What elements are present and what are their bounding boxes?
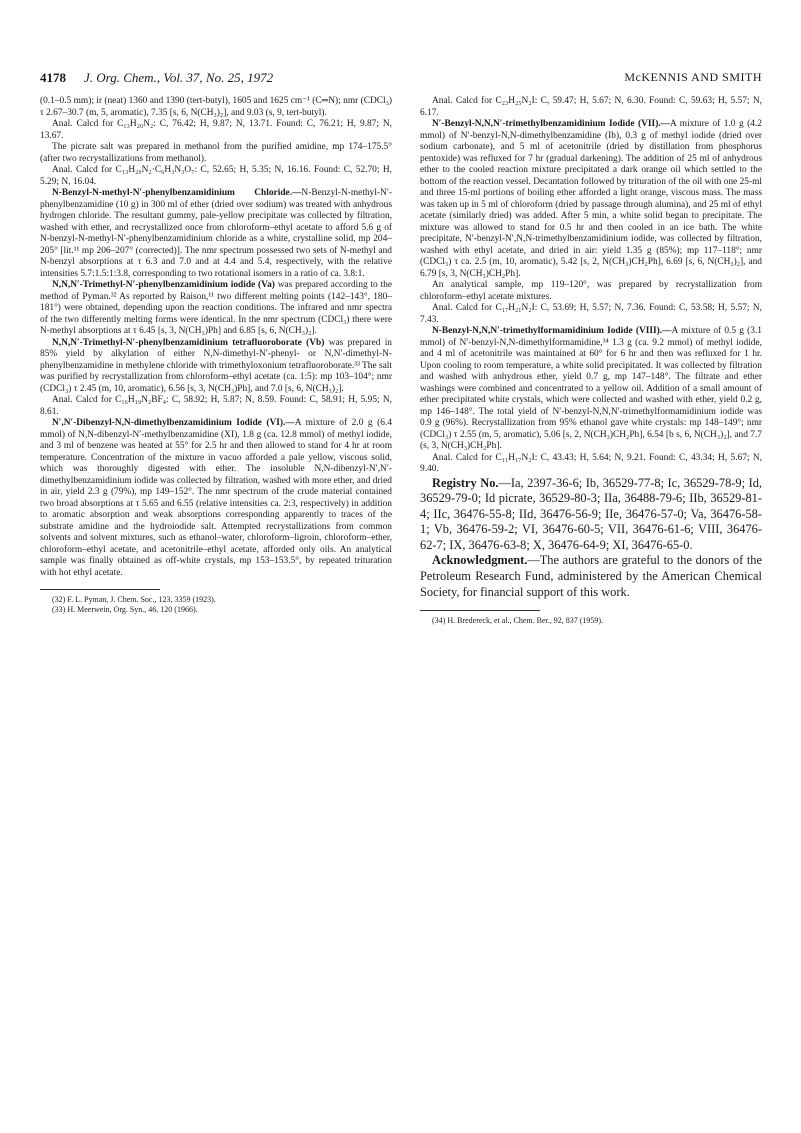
paragraph: N-Benzyl-N-methyl-N′-phenylbenzamidinium Chloride.—N-Benzyl-N-methyl-N′-phenylbenzamidine (10 g) in 300 ml of ether (dried over sodium) was treated with anhydrous hydrogen chloride. The resultant gummy, pale-yellow precipitate was collected by filtration, washed with ether, and recrystallized once from chloroform–ethyl acetate to afford 5.6 g of N-benzyl-N-methyl-N′-phenylbenzamidinium chloride as a white, crystalline solid, mp 204–205° [lit.¹¹ mp 206–207° (corrected)]. The nmr spectrum possessed two sets of N-methyl and N-benzyl absorptions at τ 6.3 and 7.0 and at 4.4 and 5.4, respectively, with the relative intensities 5.7:1.5:1:3.8, corresponding to two rotational isomers in a ratio of ca. 3.8:1. (40, 188, 392, 279)
paragraph: N,N,N′-Trimethyl-N′-phenylbenzamidinium iodide (Va) was prepared according to the method of Pyman.³² As reported by Raison,¹¹ two different melting points (142–143°, 180–181°) were obtained, depending upon the reaction conditions. The infrared and nmr spectra of the two differently melting forms were identical. In the nmr spectrum (CDCl₃) there were N-methyl absorptions at τ 6.45 [s, 3, N(CH₃)Ph] and 6.85 [s, 6, N(CH₃)₂]. (40, 280, 393, 336)
running-authors: McKENNIS AND SMITH (624, 70, 762, 84)
paragraph: Anal. Calcd for C₁₃H₂₀N₂: C, 76.42; H, 9.87; N, 13.71. Found: C, 76.21; H, 9.87; N, 13.67. (40, 119, 392, 141)
paragraph: An analytical sample, mp 119–120°, was prepared by recrystallization from chloroform–ethyl acetate mixtures. (420, 280, 762, 302)
right-column (420, 96, 762, 626)
registry-label: Registry No. (432, 475, 499, 490)
left-column (40, 96, 392, 615)
acknowledgment-label: Acknowledgment. (432, 553, 528, 568)
paragraph: Anal. Calcd for C₁₆H₁₉N₂BF₄: C, 58.92; H, 5.87; N, 8.59. Found: C, 58.91; H, 5.95; N, 8.61. (40, 395, 392, 417)
paragraph: The picrate salt was prepared in methanol from the purified amidine, mp 174–175.5° (after two recrystallizations from methanol). (40, 142, 392, 164)
acknowledgment-text: —The authors are grateful to the donors of the Petroleum Research Fund, administered by the American Chemical Society, for financial support of this work. (420, 553, 762, 599)
paragraph: N,N,N′-Trimethyl-N′-phenylbenzamidinium tetrafluoroborate (Vb) was prepared in 85% yield by alkylation of either N,N-dimethyl-N′-phenyl- or N,N′-dimethyl-N-phenylbenzamidine in methylene chloride with trimethyloxonium tetrafluoroborate.³³ The salt was purified by recrystallization from chloroform–ethyl acetate (ca. 1:5): mp 103–104°; nmr (CDCl₃) τ 2.45 (m, 10, aromatic), 6.56 [s, 3, N(CH₃)Ph], and 7.0 [s, 6, N(CH₃)₂]. (40, 337, 392, 394)
registry-text: —Ia, 2397-36-6; Ib, 36529-77-8; Ic, 36529-78-9; Id, 36529-79-0; Id picrate, 36529-80-3; IIa, 36488-79-6; IIb, 36529-81-4; IIc, 36476-55-8; IId, 36476-56-9; IIe, 36476-57-0; Va, 36476-58-1; Vb, 36476-59-2; VI, 36476-60-5; VII, 36476-61-6; VIII, 36476-62-7; IX, 36476-63-8; X, 36476-64-9; XI, 36476-65-0. (420, 475, 762, 552)
footnote: (34) H. Bredereck, et al., Chem. Ber., 92, 837 (1959). (432, 616, 604, 626)
page-header (40, 70, 762, 88)
paragraph: N-Benzyl-N,N,N′-trimethylformamidinium Iodide (VIII).—A mixture of 0.5 g (3.1 mmol) of N′-benzyl-N,N-dimethylformamidine,³⁴ 1.3 g (ca. 9.2 mmol) of methyl iodide, and 4 ml of acetonitrile was maintained at 60° for 6 hr and then was refluxed for 1 hr. Upon cooling to room temperature, a white solid precipitated. It was collected by filtration and washed with anhydrous ether, yield 0.7 g, mp 147–148°. The filtrate and ether washings were combined and concentrated to a yellow oil. Addition of a small amount of ether precipitated white crystals, which were collected and washed with ether, yield 0.2 g, mp 146–148°. The total yield of N′-benzyl-N,N,N′-trimethylformamidinium iodide was 0.9 g (96%). Recrystallization from 95% ethanol gave white crystals: mp 148–149°; nmr (CDCl₃) τ 2.55 (m, 5, aromatic), 5.06 [s, 2, N(CH₃)CH₂Ph], 6.54 [b s, 6, N(CH₃)₂], and 7.7 (s, 3, N(CH₃)CH₂Ph]. (420, 326, 762, 451)
footnote-rule (40, 589, 160, 590)
acknowledgment (420, 553, 762, 600)
footnote-rule (420, 610, 540, 611)
paragraph: Anal. Calcd for C₁₁H₁₇N₂I: C, 43.43; H, 5.64; N, 9.21. Found: C, 43.34; H, 5.67; N, 9.40. (420, 452, 762, 474)
paragraph: (0.1–0.5 mm); ir (neat) 1360 and 1390 (tert-butyl), 1605 and 1625 cm⁻¹ (C═N); nmr (CDCl₃) τ 2.67–30.7 (m, 5, aromatic), 7.35 [s, 6, N(CH₃)₂], and 9.03 (s, 9, tert-butyl). (40, 96, 392, 118)
paragraph: N′-Benzyl-N,N,N′-trimethylbenzamidinium Iodide (VII).—A mixture of 1.0 g (4.2 mmol) of N′-benzyl-N,N-dimethylbenzamidine (Ib), 0.3 g of methyl iodide (dried over sodium carbonate), and 5 ml of acetonitrile (dried by distillation from phosphorus pentoxide) was refluxed for 7 hr (gradual darkening). The addition of 25 ml of anhydrous ether to the cooled reaction mixture precipitated a dark orange oil which settled to the bottom of the reaction vessel. Decantation followed by trituration of the oil with one 25-ml and three 15-ml portions of boiling ether afforded a light orange, viscous mass. The mass was taken up in 5 ml of chloroform (dried by passage through alumina), and 25 ml of ethyl acetate (similarly dried) was added. After 5 min, a white solid began to precipitate. The mixture was allowed to stand for 0.5 hr and then cooled in an ice bath. The white precipitate, N′-benzyl-N′,N,N-trimethylbenzamidinium iodide, was collected by filtration, washed with ethyl acetate, and dried in air: yield 1.35 g (85%); mp 117–118°; nmr (CDCl₃) τ ca. 2.5 (m, 10, aromatic), 5.42 [s, 2, N(CH₃)CH₂Ph], 6.69 [s, 6, N(CH₃)₂], and 6.79 [s, 3, N(CH₃)CH₂Ph]. (420, 119, 762, 279)
footnote: (33) H. Meerwein, Org. Syn., 46, 120 (1966). (52, 605, 198, 614)
registry-numbers (420, 476, 762, 554)
footnote: (32) F. L. Pyman, J. Chem. Soc., 123, 3359 (1923). (52, 595, 216, 604)
paragraph: Anal. Calcd for C₁₇H₂₁N₂I: C, 53.69; H, 5.57; N, 7.36. Found: C, 53.58; H, 5.57; N, 7.43. (420, 303, 762, 325)
paragraph: Anal. Calcd for C₁₃H₂₀N₂·C₆H₃N₃O₇: C, 52.65; H, 5.35; N, 16.16. Found: C, 52.70; H, 5.29; N, 16.04. (40, 165, 392, 187)
paragraph: Anal. Calcd for C₂₃H₂₅N₂I: C, 59.47; H, 5.67; N, 6.30. Found: C, 59.63; H, 5.57; N, 6.17. (420, 96, 762, 118)
paragraph: N′,N′-Dibenzyl-N,N-dimethylbenzamidinium Iodide (VI).—A mixture of 2.0 g (6.4 mmol) of N,N-dibenzyl-N′-methylbenzamidine (XI), 1.8 g (ca. 12.8 mmol) of methyl iodide, and 3 ml of benzene was heated at 55° for 2.5 hr and then allowed to stand for 4 hr at room temperature. Concentration of the mixture in vacuo afforded a pale yellow, viscous solid, which was thoroughly digested with ether. The insoluble N,N-dibenzyl-N′,N′-dimethylbenzamidinium iodide was collected by filtration, washed with more ether, and dried in air, yield 2.3 g (79%), mp 149–152°. The nmr spectrum of the crude material contained two broad absorptions at τ 5.65 and 6.55 (relative intensities ca. 2:3, respectively) in addition to aromatic absorption and weak absorptions corresponding apparently to traces of the substrate amidine and the hydroiodide salt. Attempted recrystallizations from common solvents and solvent mixtures, such as ethanol–water, chloroform–ligroin, chloroform–ether, chloroform–ethyl acetate, and acetonitrile–ethyl acetate, afforded only oils. An analytical sample was finally obtained as off-white crystals, mp 153–153.5°, by repeated trituration with hot ethyl acetate. (40, 418, 393, 578)
journal-citation: J. Org. Chem., Vol. 37, No. 25, 1972 (84, 70, 274, 85)
page-number: 4178 (40, 70, 66, 85)
